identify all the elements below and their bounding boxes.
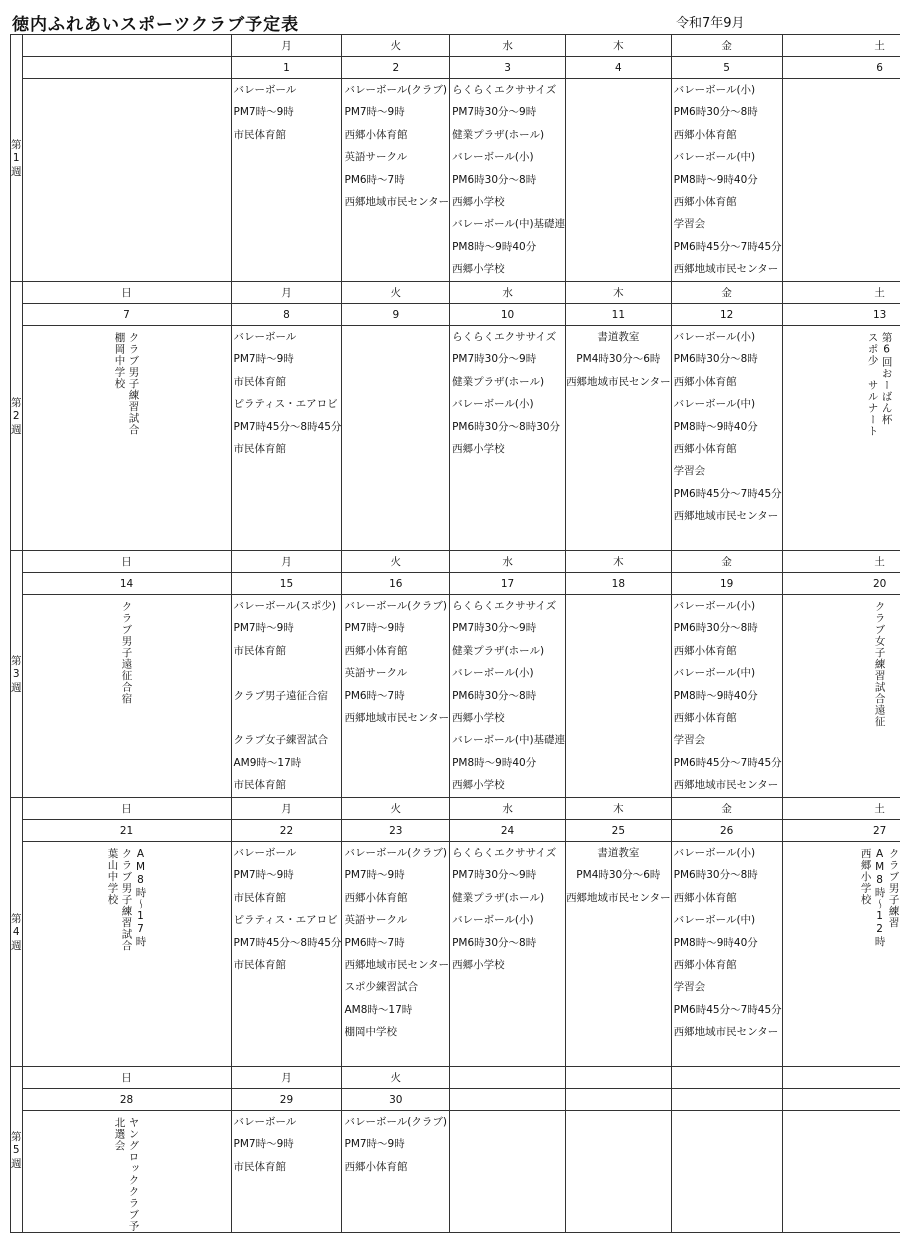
event-line: 健業プラザ(ホール) [452,644,545,657]
event-line: バレーボール(中) [673,398,756,411]
event-line: PM7時～9時 [233,353,294,366]
event-cell [566,79,672,282]
date-cell: 30 [342,1089,450,1111]
event-line: PM6時30分～8時 [673,622,758,635]
day-header: 金 [671,798,782,820]
event-line: バレーボール(小) [452,398,534,411]
event-cell [231,595,342,798]
event-line: 西郷小体育館 [673,711,737,724]
event-line: PM7時～9時 [233,869,294,882]
date-cell: 21 [22,820,231,842]
event-line: 健業プラザ(ホール) [452,891,545,904]
day-header: 月 [231,1067,342,1089]
day-header: 土 [782,282,900,304]
event-line: PM7時～9時 [233,1138,294,1151]
day-header: 月 [231,551,342,573]
event-cell [566,1111,672,1233]
vertical-event-text: AM8時～12時 [873,848,886,948]
event-line: 学習会 [673,218,706,231]
date-cell: 13 [782,304,900,326]
event-line: バレーボール(中) [673,914,756,927]
date-cell: 28 [22,1089,231,1111]
vertical-event-text: クラブ男子練習試合 [120,848,133,952]
event-line: 書道教室 [597,847,640,859]
event-line: PM7時45分～8時45分 [233,936,342,949]
event-line: らくらくエクササイズ [452,600,557,612]
day-header: 木 [566,35,672,57]
event-line: 健業プラザ(ホール) [452,375,545,388]
event-line: PM6時～7時 [344,936,405,949]
event-line: らくらくエクササイズ [452,84,557,96]
event-line: 西郷小学校 [452,195,505,208]
event-line: 西郷小体育館 [673,128,737,141]
event-line: PM7時～9時 [344,869,405,882]
event-line: 市民体育館 [233,375,286,388]
event-line: 西郷地域市民センター [673,263,779,276]
event-line: 西郷小学校 [452,711,505,724]
event-line: PM8時～9時40分 [673,420,758,433]
date-cell: 2 [342,57,450,79]
event-line: PM6時30分～8時 [452,689,537,702]
event-line: バレーボール(中) [673,667,756,680]
event-line: PM8時～9時40分 [452,756,537,769]
event-line: バレーボール(小) [673,847,756,859]
event-line: PM6時30分～8時 [673,353,758,366]
event-cell [22,595,231,798]
date-cell: 14 [22,573,231,595]
event-line: らくらくエクササイズ [452,847,557,859]
event-cell [671,842,782,1067]
event-line: バレーボール(クラブ) [344,847,447,859]
event-cell [342,595,450,798]
week-label: 第2週 [11,282,23,551]
event-line: PM6時45分～7時45分 [673,1003,782,1016]
schedule-date: 令和7年9月 [676,16,745,31]
date-cell [450,1089,566,1111]
vertical-event-text: 西郷小学校 [859,848,872,906]
event-line: 英語サークル [344,151,408,164]
day-header [566,1067,672,1089]
date-cell: 26 [671,820,782,842]
event-line: バレーボール(小) [452,914,534,927]
event-line: 英語サークル [344,667,408,680]
day-header: 金 [671,551,782,573]
day-header: 月 [231,798,342,820]
event-line: PM7時～9時 [233,622,294,635]
event-line: 市民体育館 [233,779,286,792]
day-header: 木 [566,551,672,573]
event-line: PM4時30分～6時 [576,869,661,882]
day-header: 水 [450,282,566,304]
day-header: 水 [450,551,566,573]
event-line: PM4時30分～6時 [576,353,661,366]
page-title: 徳内ふれあいスポーツクラブ予定表 [12,15,300,35]
week-label: 第3週 [11,551,23,798]
day-header [22,35,231,57]
event-line [232,707,342,729]
event-line: 西郷地域市民センター [673,779,779,792]
event-line: PM6時～7時 [344,689,405,702]
event-cell [782,326,900,551]
event-line: バレーボール(クラブ) [344,1116,447,1128]
event-cell [342,79,450,282]
event-line: バレーボール(中)基礎連 [452,218,566,231]
event-line: バレーボール(小) [452,151,534,164]
event-line: バレーボール [233,847,297,859]
event-line: バレーボール(中)基礎連 [452,734,566,747]
event-cell [782,79,900,282]
event-line: PM6時30分～8時30分 [452,420,561,433]
event-cell [450,842,566,1067]
event-line: 西郷地域市民センター [566,375,671,388]
event-cell [671,79,782,282]
event-cell [231,842,342,1067]
event-line: PM6時30分～8時 [452,936,537,949]
event-cell [671,1111,782,1233]
event-cell [342,1111,450,1233]
date-cell: 16 [342,573,450,595]
event-line: 英語サークル [344,914,408,927]
date-cell: 15 [231,573,342,595]
vertical-event-text: クラブ男子遠征合宿 [120,601,133,705]
date-cell [782,1089,900,1111]
event-line: クラブ女子練習試合 [233,734,328,747]
vertical-event-text: スポ少 サルナート [866,332,879,437]
event-line: PM6時45分～7時45分 [673,487,782,500]
day-header: 火 [342,1067,450,1089]
event-line: PM6時～7時 [344,173,405,186]
day-header: 水 [450,798,566,820]
event-cell [671,595,782,798]
day-header: 土 [782,551,900,573]
event-line: バレーボール [233,84,297,96]
event-line: PM6時45分～7時45分 [673,756,782,769]
day-header: 日 [22,282,231,304]
event-line: PM8時～9時40分 [673,173,758,186]
date-cell: 10 [450,304,566,326]
event-cell [231,326,342,551]
event-line: バレーボール(小) [673,84,756,96]
event-line: 西郷小学校 [452,442,505,455]
event-line: 西郷地域市民センター [344,711,450,724]
event-line: 西郷地域市民センター [344,958,450,971]
day-header [450,1067,566,1089]
event-cell [22,79,231,282]
event-line: PM7時30分～9時 [452,106,537,119]
day-header: 土 [782,798,900,820]
date-cell: 11 [566,304,672,326]
event-line: 西郷地域市民センター [673,510,779,523]
day-header: 火 [342,798,450,820]
vertical-event-text: 第6回おーばん杯 [880,332,893,426]
date-cell: 23 [342,820,450,842]
day-header: 日 [22,551,231,573]
event-cell [342,326,450,551]
event-line [232,662,342,684]
event-cell [782,595,900,798]
event-cell [782,842,900,1067]
date-cell [671,1089,782,1111]
event-cell [22,326,231,551]
event-line: ピラティス・エアロビ [233,914,338,927]
day-header: 月 [231,35,342,57]
event-line: ピラティス・エアロビ [233,398,338,411]
day-header: 土 [782,35,900,57]
day-header: 水 [450,35,566,57]
event-cell [231,1111,342,1233]
event-line: PM7時30分～9時 [452,622,537,635]
event-line: クラブ男子遠征合宿 [233,689,328,702]
day-header: 火 [342,35,450,57]
day-header: 日 [22,798,231,820]
event-line: PM6時45分～7時45分 [673,240,782,253]
day-header: 木 [566,798,672,820]
date-cell: 25 [566,820,672,842]
event-line: 西郷地域市民センター [566,891,671,904]
event-cell [22,842,231,1067]
date-cell: 6 [782,57,900,79]
event-line: 西郷小体育館 [673,195,737,208]
event-line: PM7時～9時 [344,622,405,635]
vertical-event-text: ヤングロッククラブ予 [127,1117,140,1232]
event-line: 西郷小体育館 [673,891,737,904]
event-line: PM7時～9時 [344,106,405,119]
day-header [671,1067,782,1089]
event-cell [450,79,566,282]
event-cell [450,595,566,798]
date-cell: 3 [450,57,566,79]
event-line: 市民体育館 [233,644,286,657]
date-cell: 5 [671,57,782,79]
week-label: 第1週 [11,35,23,282]
date-cell [22,57,231,79]
event-line: PM8時～9時40分 [673,936,758,949]
date-cell: 18 [566,573,672,595]
event-line: 市民体育館 [233,128,286,141]
day-header: 木 [566,282,672,304]
day-header: 火 [342,282,450,304]
vertical-event-text: AM8時～17時 [134,848,147,948]
event-line: 学習会 [673,465,706,478]
event-line: らくらくエクササイズ [452,331,557,343]
date-cell: 1 [231,57,342,79]
event-line: スポ少練習試合 [344,981,418,994]
event-line: 西郷地域市民センター [344,195,450,208]
event-line: PM7時30分～9時 [452,869,537,882]
day-header: 金 [671,35,782,57]
date-cell: 29 [231,1089,342,1111]
event-cell [342,842,450,1067]
event-line: バレーボール(小) [452,667,534,680]
event-line: PM7時45分～8時45分 [233,420,342,433]
event-line: 西郷小体育館 [344,644,408,657]
event-line: 市民体育館 [233,958,286,971]
event-line: バレーボール [233,1116,297,1128]
day-header: 日 [22,1067,231,1089]
event-line: 市民体育館 [233,442,286,455]
event-line: 西郷小学校 [452,958,505,971]
vertical-event-text: 葉山中学校 [106,848,119,906]
event-line: 西郷小体育館 [344,891,408,904]
event-line: 西郷地域市民センター [673,1026,779,1039]
event-line: 市民体育館 [233,1160,286,1173]
event-cell [22,1111,231,1233]
date-cell: 19 [671,573,782,595]
vertical-event-text: クラブ女子練習試合遠征 [873,601,886,728]
event-cell [671,326,782,551]
event-line: AM9時～17時 [233,756,302,769]
event-line: 西郷小体育館 [673,644,737,657]
day-header: 月 [231,282,342,304]
event-line: 西郷小学校 [452,263,505,276]
event-line: 学習会 [673,734,706,747]
event-line: バレーボール(小) [673,331,756,343]
event-line: PM8時～9時40分 [673,689,758,702]
event-cell [450,1111,566,1233]
event-line: 西郷小体育館 [673,375,737,388]
event-line: 西郷小体育館 [344,128,408,141]
date-cell: 22 [231,820,342,842]
event-line: PM7時～9時 [344,1138,405,1151]
vertical-event-text: クラブ男子練習 [887,848,900,929]
event-line: 書道教室 [597,331,640,343]
vertical-event-text: 棚岡中学校 [113,332,126,390]
event-cell [566,842,672,1067]
date-cell: 9 [342,304,450,326]
day-header [782,1067,900,1089]
event-line: バレーボール(クラブ) [344,600,447,612]
event-line: 西郷小学校 [452,779,505,792]
week-label: 第5週 [11,1067,23,1233]
date-cell [566,1089,672,1111]
date-cell: 7 [22,304,231,326]
date-cell: 4 [566,57,672,79]
event-line: 西郷小体育館 [673,442,737,455]
date-cell: 20 [782,573,900,595]
date-cell: 12 [671,304,782,326]
event-line: PM6時30分～8時 [673,869,758,882]
event-line: バレーボール(小) [673,600,756,612]
event-line: 西郷小体育館 [673,958,737,971]
event-line: 棚岡中学校 [344,1026,397,1039]
vertical-event-text: クラブ男子練習試合 [127,332,140,436]
event-line: PM6時30分～8時 [452,173,537,186]
event-line: バレーボール(クラブ) [344,84,447,96]
schedule-table [10,34,900,1233]
event-line: AM8時～17時 [344,1003,413,1016]
event-line: 健業プラザ(ホール) [452,128,545,141]
event-cell [566,326,672,551]
event-line: PM7時～9時 [233,106,294,119]
event-line: PM6時30分～8時 [673,106,758,119]
day-header: 金 [671,282,782,304]
event-line: 学習会 [673,981,706,994]
event-cell [566,595,672,798]
date-cell: 8 [231,304,342,326]
event-line: PM7時30分～9時 [452,353,537,366]
event-line: PM8時～9時40分 [452,240,537,253]
event-line: バレーボール [233,331,297,343]
event-line: 西郷小体育館 [344,1160,408,1173]
event-line: バレーボール(スポ少) [233,600,336,612]
vertical-event-text: 北選会 [113,1117,126,1152]
date-cell: 27 [782,820,900,842]
event-cell [782,1111,900,1233]
event-line: 市民体育館 [233,891,286,904]
week-label: 第4週 [11,798,23,1067]
event-cell [450,326,566,551]
event-line: バレーボール(中) [673,151,756,164]
day-header: 火 [342,551,450,573]
date-cell: 24 [450,820,566,842]
event-cell [231,79,342,282]
date-cell: 17 [450,573,566,595]
